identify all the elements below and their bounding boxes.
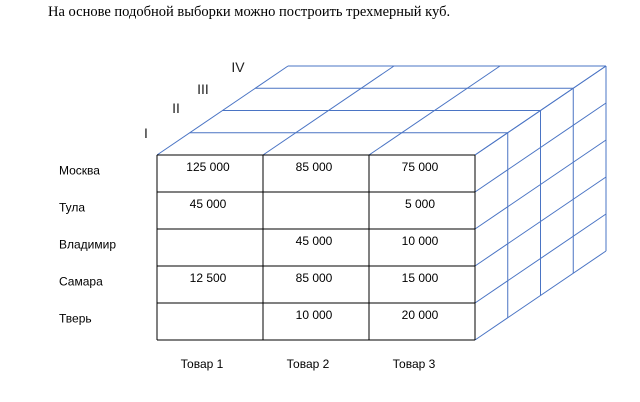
cell-value: 5 000 [404,197,436,211]
cell-value: 75 000 [401,160,439,174]
period-label: II [172,100,180,116]
city-label: Тула [59,200,86,215]
cell-value: 10 000 [401,234,439,248]
product-label: Товар 2 [286,357,330,371]
cell-value: 125 000 [186,160,230,174]
cell-value: 45 000 [295,234,333,248]
city-label: Самара [59,274,103,289]
cell-value: 15 000 [401,271,439,285]
city-label: Москва [59,163,100,178]
cell-value: 10 000 [295,308,333,322]
period-label: I [144,125,148,141]
city-label: Владимир [59,237,117,252]
cell-value: 45 000 [189,197,227,211]
cell-value: 20 000 [401,308,439,322]
product-label: Товар 1 [180,357,224,371]
document-heading: На основе подобной выборки можно построить трехмерный куб. [48,4,451,20]
cell-value: 85 000 [295,271,333,285]
period-label: IV [231,59,245,75]
cube-labels [59,59,439,371]
product-label: Товар 3 [392,357,436,371]
city-label: Тверь [59,311,92,326]
cell-value: 12 500 [189,271,227,285]
period-label: III [197,81,209,97]
cell-value: 85 000 [295,160,333,174]
